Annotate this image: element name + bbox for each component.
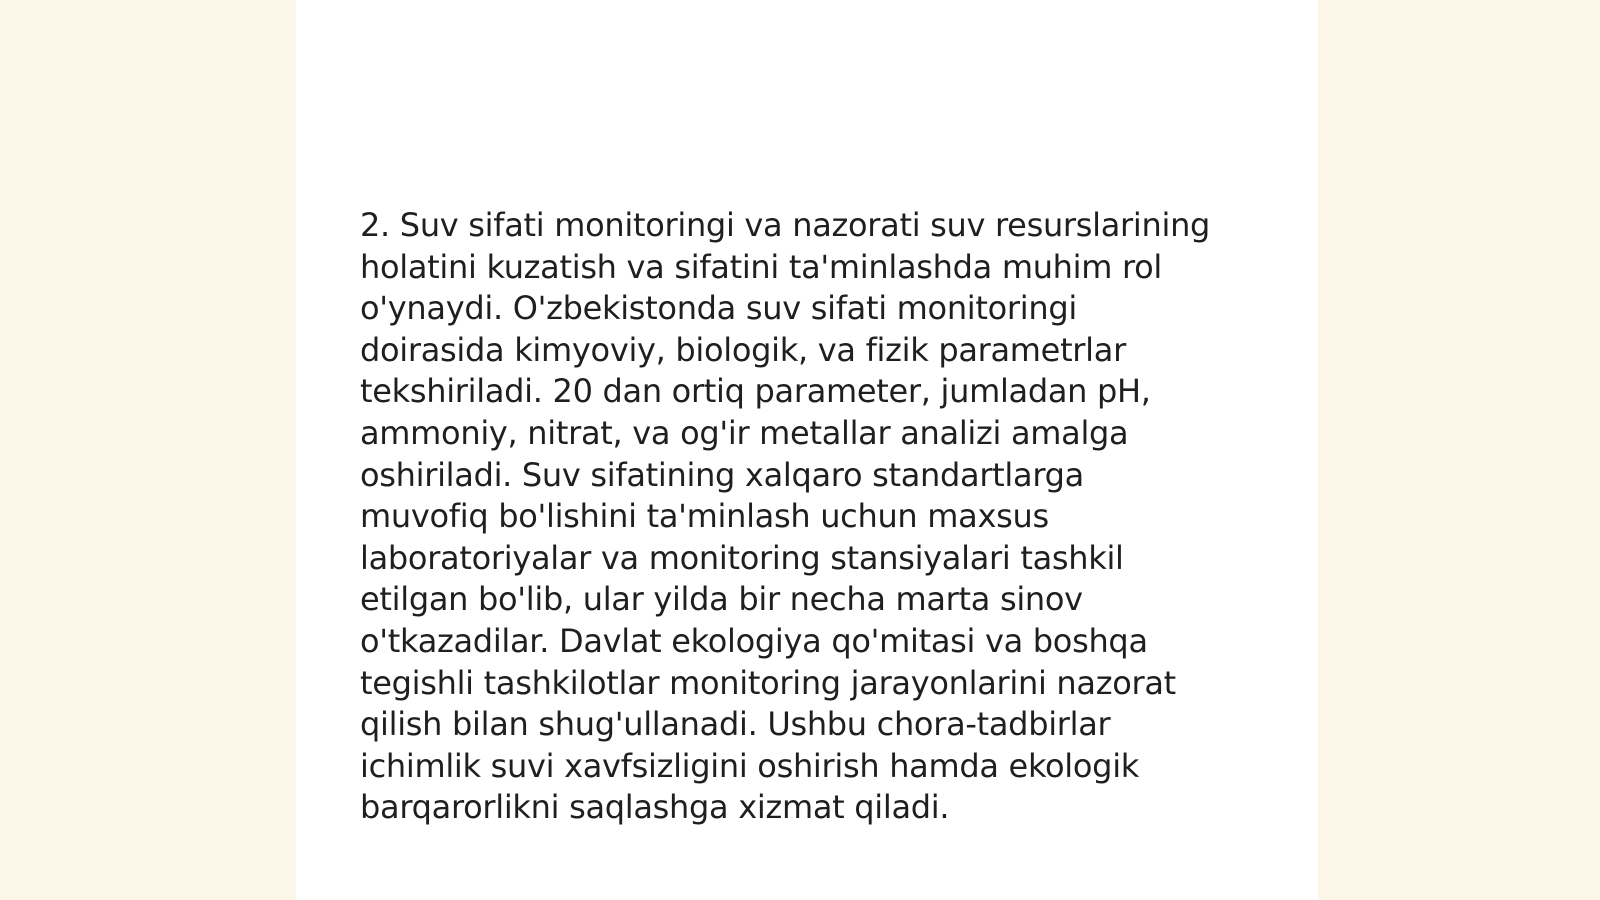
paragraph-line: qilish bilan shug'ullanadi. Ushbu chora-tadbirlar bbox=[360, 705, 1111, 744]
paragraph-line: o'ynaydi. O'zbekistonda suv sifati monitoringi bbox=[360, 289, 1077, 328]
paragraph-line: tegishli tashkilotlar monitoring jarayonlarini nazorat bbox=[360, 663, 1176, 702]
paragraph-line: barqarorlikni saqlashga xizmat qiladi. bbox=[360, 788, 950, 827]
body-paragraph bbox=[360, 205, 1260, 829]
paragraph-line: 2. Suv sifati monitoringi va nazorati suv resurslarining bbox=[360, 206, 1211, 244]
document-page bbox=[296, 0, 1318, 900]
paragraph-line: laboratoriyalar va monitoring stansiyalari tashkil bbox=[360, 538, 1124, 577]
paragraph-line: tekshiriladi. 20 dan ortiq parameter, jumladan pH, bbox=[360, 372, 1151, 411]
paragraph-line: o'tkazadilar. Davlat ekologiya qo'mitasi va boshqa bbox=[360, 621, 1148, 660]
paragraph-line: ichimlik suvi xavfsizligini oshirish hamda ekologik bbox=[360, 746, 1140, 785]
paragraph-line: oshiriladi. Suv sifatining xalqaro standartlarga bbox=[360, 455, 1084, 494]
paragraph-line: holatini kuzatish va sifatini ta'minlashda muhim rol bbox=[360, 247, 1163, 286]
left-background-margin bbox=[0, 0, 296, 900]
paragraph-line: doirasida kimyoviy, biologik, va fizik parametrlar bbox=[360, 330, 1126, 369]
paragraph-line: ammoniy, nitrat, va og'ir metallar analizi amalga bbox=[360, 413, 1129, 452]
right-background-margin bbox=[1318, 0, 1600, 900]
paragraph-line: muvofiq bo'lishini ta'minlash uchun maxsus bbox=[360, 497, 1049, 536]
paragraph-line: etilgan bo'lib, ular yilda bir necha marta sinov bbox=[360, 580, 1083, 619]
